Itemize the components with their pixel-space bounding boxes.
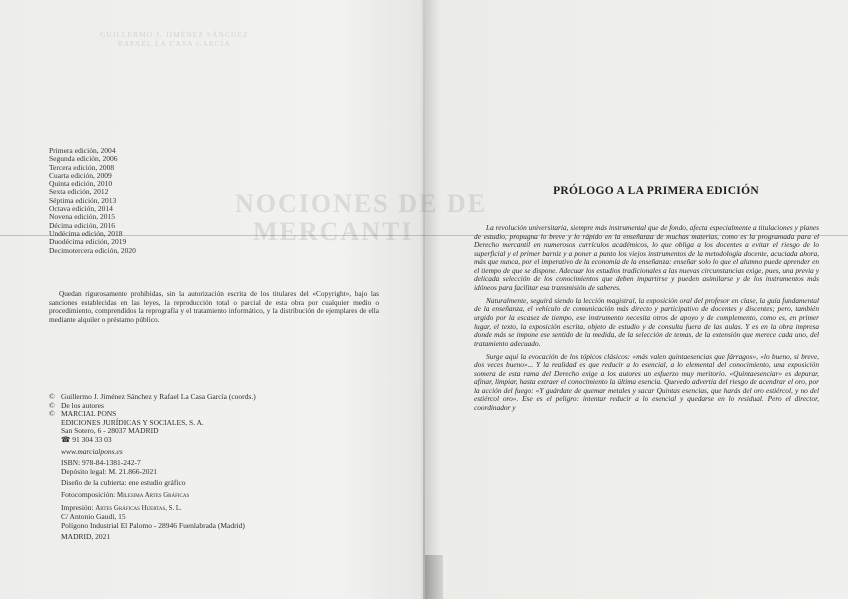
edition-line: Séptima edición, 2013 bbox=[49, 195, 117, 205]
edition-line: Cuarta edición, 2009 bbox=[49, 170, 112, 180]
publisher-address: San Sotero, 6 - 28037 MADRID bbox=[61, 426, 159, 436]
edition-line: Quinta edición, 2010 bbox=[49, 179, 113, 189]
right-page bbox=[424, 0, 848, 599]
publisher-phone: ☎ 91 304 33 03 bbox=[61, 434, 112, 444]
credit-rights: © De los autores bbox=[49, 400, 104, 410]
isbn: ISBN: 978-84-1381-242-7 bbox=[61, 458, 141, 468]
credit-publisher: © MARCIAL PONS bbox=[49, 409, 117, 419]
ghost-authors: GUILLERMO J. JIMÉNEZ SÁNCHEZ RAFAEL LA CASA GARCÍA bbox=[100, 30, 249, 48]
copyright-icon: © bbox=[49, 392, 55, 401]
edition-line: Segunda edición, 2006 bbox=[49, 154, 118, 164]
prologue-title: PRÓLOGO A LA PRIMERA EDICIÓN bbox=[553, 185, 759, 197]
publisher-full: EDICIONES JURÍDICAS Y SOCIALES, S. A. bbox=[61, 417, 204, 427]
edition-line: Novena edición, 2015 bbox=[49, 212, 116, 222]
printing-address-1: C/ Antonio Gaudí, 15 bbox=[61, 512, 126, 522]
legal-deposit: Depósito legal: M. 21.866-2021 bbox=[61, 466, 158, 476]
copyright-notice: Quedan rigurosamente prohibidas, sin la autorización escrita de los titulares del «Copyright», bajo las sanciones establecidas en las leyes, la reproducción total o parcial de esta obra por cualquier medio o procedimiento, comprendidos la reprografía y el tratamiento informático, y la distribución de ejemplares de ella mediante alquiler o préstamo público. bbox=[49, 289, 379, 324]
photocomposition: Fotocomposición: Milesima Artes Gráficas bbox=[61, 489, 190, 499]
cover-design: Diseño de la cubierta: ene estudio gráfico bbox=[61, 478, 186, 488]
paragraph: Surge aquí la evocación de los tópicos clásicos: «más valen quintaesencias que fárragos», «lo bueno, si breve, dos veces bueno»... Y la realidad es que reducir a lo esencial, a lo elemental del conocimiento, una exposición somera de esta rama del Derecho exige a los autores un esfuerzo muy meritorio. «Quintaesenciar» es depurar, afinar, limpiar, hasta extraer el conocimiento la última esencia. Quevedo advertía del riesgo de acendrar el oro, por la acción del fuego: «Y guárdate de quemar metales y sacar Quintas esencias, que harás del oro estiércol, y no del estiércol oro». Ese es el peligro: intentar reducir a lo esencial y quedarse en lo residual. Pero el director, coordinador y bbox=[474, 351, 819, 412]
copyright-icon: © bbox=[49, 400, 55, 410]
edition-line: Tercera edición, 2008 bbox=[49, 162, 115, 172]
edition-line: Duodécima edición, 2019 bbox=[49, 237, 127, 247]
printing-address-2: Polígono Industrial El Palomo - 28946 Fuenlabrada (Madrid) bbox=[61, 520, 245, 530]
place-year: MADRID, 2021 bbox=[61, 532, 111, 542]
ghost-title: NOCIONES DE DE MERCANTI bbox=[235, 189, 487, 246]
paragraph: Naturalmente, seguirá siendo la lección magistral, la exposición oral del profesor en clase, la guía fundamental de la enseñanza, el vehículo de comunicación más directo y participativo de docentes y discentes; pero, también urgido por la escasez de tiempo, ese instrumento necesita otros de apoyo y de complemento, como es, en primer lugar, el texto, la exposición escrita, objeto de estudio y de consulta fuera de las aulas. Y es en la obra impresa donde más se impone ese sentido de la medida, de la selección de temas, de la extensión que merece cada uno, del tratamiento adecuado. bbox=[474, 295, 819, 348]
edition-line: Octava edición, 2014 bbox=[49, 204, 113, 214]
printing: Impresión: Artes Gráficas Huertas, S. L. bbox=[61, 502, 182, 512]
edition-line: Primera edición, 2004 bbox=[49, 146, 116, 155]
prologue-body bbox=[474, 224, 819, 417]
phone-icon: ☎ bbox=[61, 434, 71, 444]
credits-block bbox=[49, 393, 349, 542]
scan-artifact-line bbox=[0, 235, 848, 236]
copyright-icon: © bbox=[49, 409, 55, 419]
edition-line: Decimotercera edición, 2020 bbox=[49, 245, 136, 255]
edition-line: Undécima edición, 2018 bbox=[49, 228, 123, 238]
editions-list bbox=[49, 147, 136, 255]
edition-line: Sexta edición, 2012 bbox=[49, 187, 109, 197]
publisher-website: www.marcialpons.es bbox=[61, 446, 123, 456]
edition-line: Décima edición, 2016 bbox=[49, 220, 116, 230]
credit-authors: © Guillermo J. Jiménez Sánchez y Rafael La Casa García (coords.) bbox=[49, 392, 256, 401]
paragraph: La revolución universitaria, siempre más instrumental que de fondo, afecta especialmente a titulaciones y planes de estudio, propugna lo breve y lo rápido en la enseñanza de muchas materias, como es la programada para el Derecho mercantil en numerosos currículos académicos, lo que obliga a los docentes a evitar el riesgo de lo superficial y el primer barniz y a poner a punto los viejos instrumentos de la metodología docente, acuciada ahora, más que nunca, por el imperativo de la economía de la enseñanza: enseñar solo lo que el alumno puede aprender en el tiempo de que se dispone. Adecuar los estudios tradicionales a las nuevas circunstancias exige, pues, una previa y delicada selección de los conocimientos que deben impartirse y pueden asimilarse y de los instrumentos más idóneos para facilitar esa transmisión de saberes. bbox=[474, 223, 819, 292]
